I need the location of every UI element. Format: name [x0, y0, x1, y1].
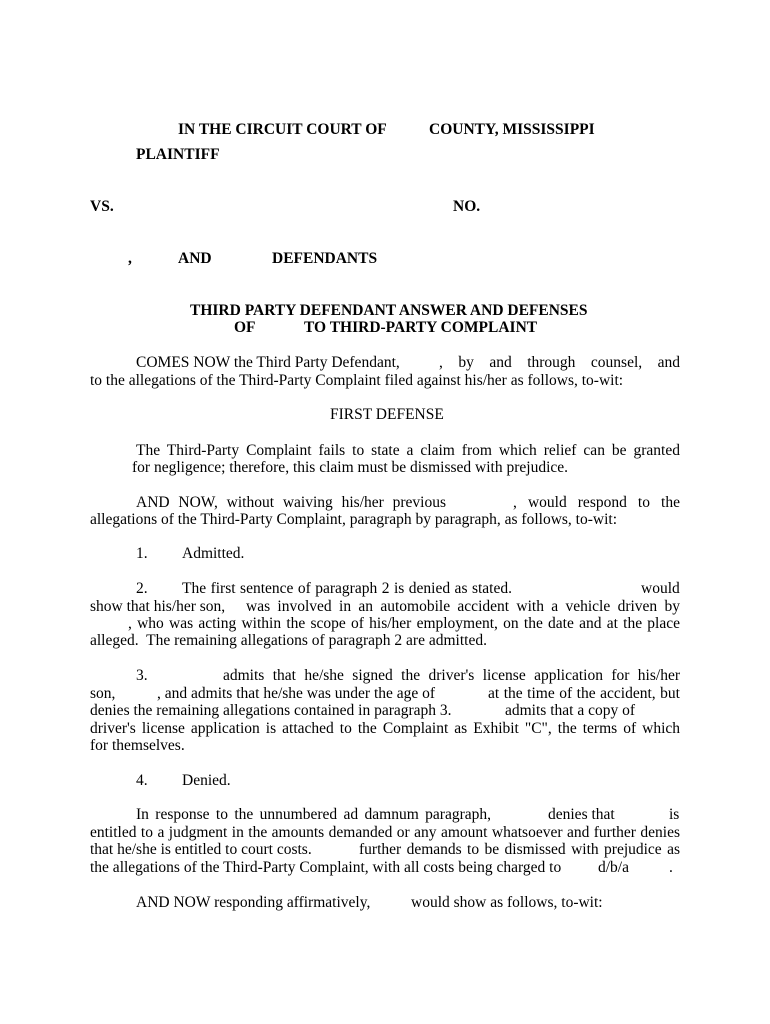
- paragraph-3-text: at the time of the accident, but: [488, 685, 680, 702]
- paragraph-4-text: Denied.: [182, 772, 231, 789]
- ad-damnum-text: the allegations of the Third-Party Complaint, with all costs being charged to: [90, 859, 562, 876]
- paragraph-2-text: show that his/her son,: [90, 598, 226, 615]
- paragraph-2-text: alleged. The remaining allegations of paragraph 2 are admitted.: [90, 632, 487, 649]
- plaintiff-label: PLAINTIFF: [136, 146, 220, 163]
- paragraph-3-text: admits that a copy of: [505, 702, 635, 719]
- intro-text: , by and through counsel, and: [439, 354, 680, 371]
- intro-text: to the allegations of the Third-Party Complaint filed against his/her as follows, to-wit:: [90, 372, 624, 389]
- paragraph-3-text: , and admits that he/she was under the age of: [157, 685, 436, 702]
- first-defense-text: The Third-Party Complaint fails to state a claim from which relief can be granted: [136, 442, 680, 459]
- paragraph-2-text: The first sentence of paragraph 2 is denied as stated.: [182, 580, 512, 597]
- ad-damnum-text: d/b/a: [598, 859, 629, 876]
- first-defense-text: for negligence; therefore, this claim must be dismissed with prejudice.: [132, 459, 569, 476]
- defendant-comma: ,: [128, 250, 132, 267]
- first-defense-heading: FIRST DEFENSE: [330, 406, 444, 423]
- paragraph-number: 1.: [136, 545, 148, 562]
- paragraph-2-text: , who was acting within the scope of his/her employment, on the date and at the place: [128, 615, 680, 632]
- paragraph-number: 4.: [136, 772, 148, 789]
- paragraph-3-text: denies the remaining allegations contained in paragraph 3.: [90, 702, 452, 719]
- ad-damnum-text: .: [669, 859, 673, 876]
- ad-damnum-text: is: [669, 806, 680, 823]
- ad-damnum-text: further demands to be dismissed with prejudice as: [359, 841, 680, 858]
- paragraph-number: 3.: [136, 667, 148, 684]
- defendants-label: DEFENDANTS: [272, 250, 378, 267]
- paragraph-2-text: would: [641, 580, 680, 597]
- paragraph-2-text: was involved in an automobile accident with a vehicle driven by: [246, 598, 680, 615]
- paragraph-number: 2.: [136, 580, 148, 597]
- and-now-text: AND NOW, without waiving his/her previous: [136, 494, 446, 511]
- county-name: COUNTY, MISSISSIPPI: [429, 121, 595, 138]
- court-name: IN THE CIRCUIT COURT OF: [178, 121, 387, 138]
- document-title-of: OF: [234, 319, 256, 336]
- intro-text: COMES NOW the Third Party Defendant,: [136, 354, 400, 371]
- affirmative-text: would show as follows, to-wit:: [411, 894, 603, 911]
- ad-damnum-text: that he/she is entitled to court costs.: [90, 841, 312, 858]
- and-now-text: , would respond to the: [513, 494, 680, 511]
- and-now-text: allegations of the Third-Party Complaint, paragraph by paragraph, as follows, to-wit:: [90, 511, 618, 528]
- paragraph-3-text: for themselves.: [90, 737, 185, 754]
- ad-damnum-text: entitled to a judgment in the amounts demanded or any amount whatsoever and further denies: [90, 824, 680, 841]
- and-label: AND: [178, 250, 212, 267]
- ad-damnum-text: denies that: [548, 806, 615, 823]
- paragraph-1-text: Admitted.: [182, 545, 245, 562]
- versus-label: VS.: [90, 198, 114, 215]
- affirmative-text: AND NOW responding affirmatively,: [136, 894, 371, 911]
- ad-damnum-text: In response to the unnumbered ad damnum paragraph,: [136, 806, 491, 823]
- case-number-label: NO.: [453, 198, 481, 215]
- paragraph-3-text: admits that he/she signed the driver's license application for his/her: [223, 667, 680, 684]
- paragraph-3-text: driver's license application is attached to the Complaint as Exhibit "C", the terms of which: [90, 720, 680, 737]
- paragraph-3-text: son,: [90, 685, 116, 702]
- document-title-line2: TO THIRD-PARTY COMPLAINT: [304, 319, 538, 336]
- document-title-line1: THIRD PARTY DEFENDANT ANSWER AND DEFENSES: [190, 302, 588, 319]
